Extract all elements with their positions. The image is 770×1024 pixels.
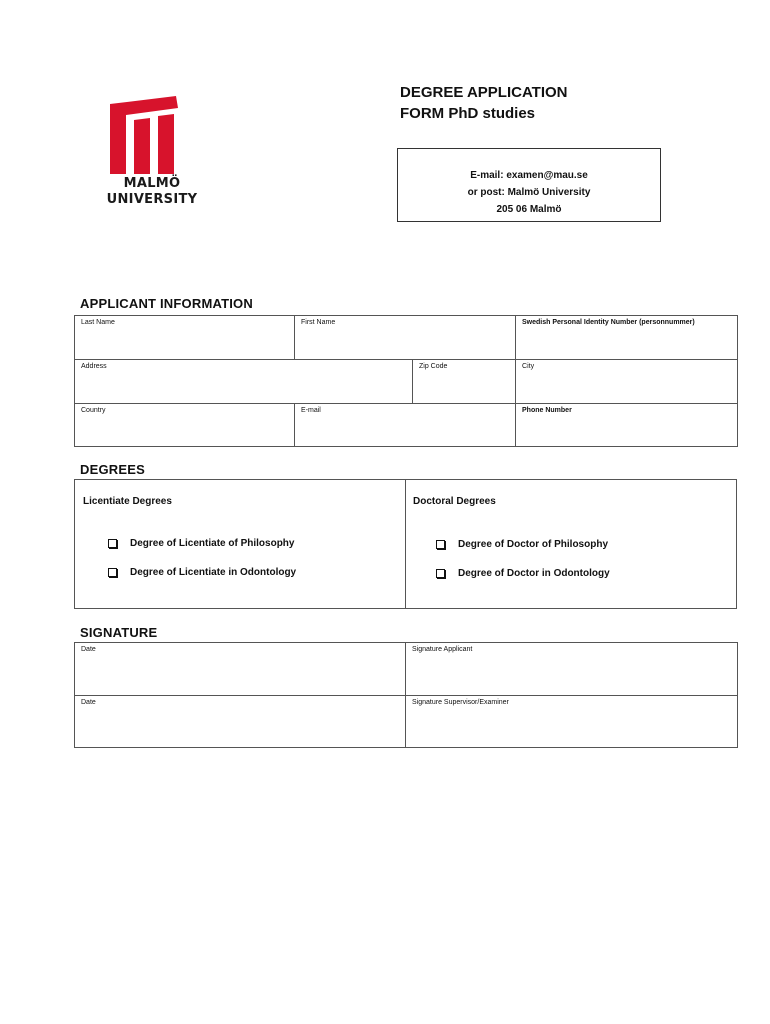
licentiate-heading: Licentiate Degrees [83,496,172,507]
first-name-label: First Name [301,319,336,326]
email-label: E-mail [301,407,321,414]
country-field[interactable] [75,404,295,447]
contact-email: E-mail: examen@mau.se [470,170,588,181]
phone-label: Phone Number [522,407,572,414]
email-field[interactable] [295,404,516,447]
checkbox-icon[interactable] [108,539,117,548]
contact-box [397,148,661,222]
contact-post: or post: Malmö University [467,187,591,198]
logo-text-university: UNIVERSITY [106,192,198,207]
personal-id-label: Swedish Personal Identity Number (personnummer) [522,319,695,326]
option-label: Degree of Doctor of Philosophy [458,539,609,550]
signature-supervisor-label: Signature Supervisor/Examiner [412,699,509,706]
logo-text-malmo: MALMÖ [123,176,181,191]
address-field[interactable] [75,360,413,404]
city-field[interactable] [516,360,738,404]
signature-supervisor-field[interactable] [406,696,738,748]
signature-table [74,642,738,748]
signature-applicant-field[interactable] [406,643,738,696]
phone-field[interactable] [516,404,738,447]
option-licentiate-odontology[interactable] [108,567,296,578]
zip-code-label: Zip Code [419,363,448,370]
city-label: City [522,363,535,370]
checkbox-icon[interactable] [436,540,445,549]
option-licentiate-philosophy[interactable] [108,538,294,549]
degrees-section-title: DEGREES [80,462,145,477]
zip-code-field[interactable] [413,360,516,404]
checkbox-icon[interactable] [436,569,445,578]
contact-postal: 205 06 Malmö [496,204,562,215]
applicant-info-table [74,315,738,447]
checkbox-icon[interactable] [108,568,117,577]
malmo-university-logo [96,94,208,212]
option-label: Degree of Licentiate of Philosophy [130,538,295,549]
signature-section-title: SIGNATURE [80,625,158,640]
applicant-section-title: APPLICANT INFORMATION [80,296,253,311]
option-label: Degree of Doctor in Odontology [458,568,610,579]
option-label: Degree of Licentiate in Odontology [130,567,297,578]
date-label-2: Date [81,699,96,706]
doctoral-column [406,480,736,608]
last-name-field[interactable] [75,316,295,360]
personal-id-field[interactable] [516,316,738,360]
address-label: Address [81,363,107,370]
signature-applicant-label: Signature Applicant [412,646,473,653]
form-title-line1: DEGREE APPLICATION [400,84,568,101]
first-name-field[interactable] [295,316,516,360]
date-field-1[interactable] [75,643,406,696]
licentiate-column [75,480,405,608]
logo-mark-icon [96,94,208,174]
country-label: Country [81,407,106,414]
date-field-2[interactable] [75,696,406,748]
form-title-line2: FORM PhD studies [400,105,536,122]
option-doctor-odontology[interactable] [436,568,610,579]
last-name-label: Last Name [81,319,115,326]
date-label-1: Date [81,646,96,653]
form-title [400,82,568,124]
degrees-box [74,479,737,609]
doctoral-heading: Doctoral Degrees [413,496,496,507]
option-doctor-philosophy[interactable] [436,539,608,550]
